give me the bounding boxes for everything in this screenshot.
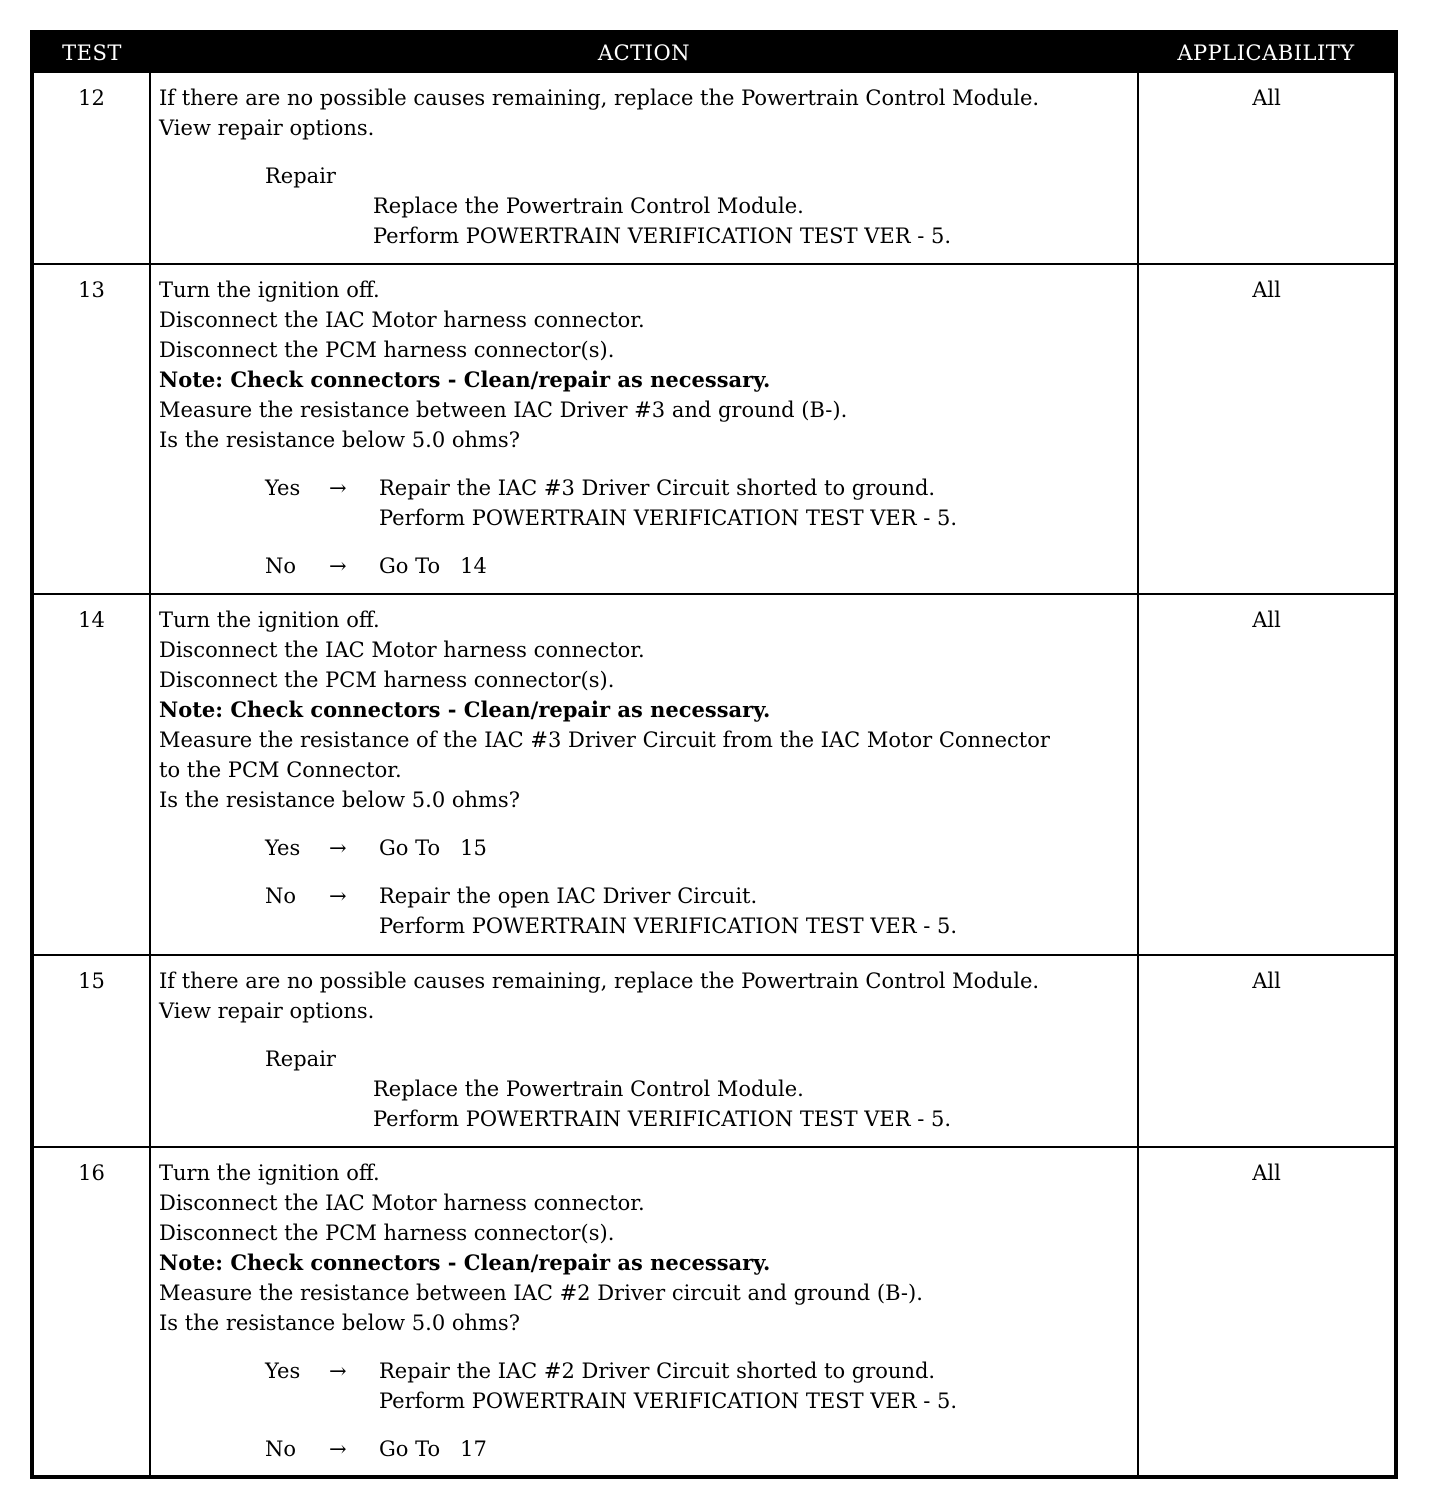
action-line: Turn the ignition off. (159, 278, 380, 302)
applicability-value: All (1138, 1147, 1396, 1477)
header-row (32, 32, 1396, 72)
action-line: to the PCM Connector. (159, 758, 402, 782)
table-row (32, 955, 1396, 1147)
action-line: Disconnect the PCM harness connector(s). (159, 338, 615, 362)
table-row (32, 264, 1396, 594)
note-text: Note: Check connectors - Clean/repair as necessary. (159, 367, 771, 392)
action-line: Is the resistance below 5.0 ohms? (159, 788, 520, 812)
goto-target: 14 (460, 554, 487, 578)
goto-target: 15 (460, 836, 487, 860)
yes-response (265, 1356, 1131, 1416)
no-response (265, 551, 1131, 581)
table-row (32, 594, 1396, 955)
diagnostic-test-table (30, 30, 1398, 1479)
arrow-icon: → (329, 836, 347, 860)
action-line: Disconnect the PCM harness connector(s). (159, 1221, 615, 1245)
test-number: 13 (32, 264, 150, 594)
repair-line: Perform POWERTRAIN VERIFICATION TEST VER - 5. (373, 1107, 952, 1131)
action-cell (150, 1147, 1138, 1477)
applicability-value: All (1138, 594, 1396, 955)
no-label: No (265, 1437, 297, 1461)
arrow-icon: → (329, 1437, 347, 1461)
action-line: Turn the ignition off. (159, 1161, 380, 1185)
goto-label: Go To (379, 554, 441, 578)
response-line: Repair the open IAC Driver Circuit. (379, 884, 758, 908)
no-label: No (265, 554, 297, 578)
action-line: Measure the resistance between IAC Driver #3 and ground (B-). (159, 398, 848, 422)
test-number: 14 (32, 594, 150, 955)
no-response (265, 1434, 1131, 1464)
test-number: 15 (32, 955, 150, 1147)
response-line: Perform POWERTRAIN VERIFICATION TEST VER - 5. (379, 506, 958, 530)
response-line: Repair the IAC #3 Driver Circuit shorted to ground. (379, 476, 936, 500)
action-line: Disconnect the PCM harness connector(s). (159, 668, 615, 692)
repair-line: Replace the Powertrain Control Module. (373, 194, 804, 218)
arrow-icon: → (329, 1359, 347, 1383)
action-line: Disconnect the IAC Motor harness connector. (159, 308, 645, 332)
action-line: If there are no possible causes remaining, replace the Powertrain Control Module. (159, 86, 1040, 110)
action-line: Is the resistance below 5.0 ohms? (159, 1311, 520, 1335)
repair-line: Perform POWERTRAIN VERIFICATION TEST VER - 5. (373, 224, 952, 248)
action-line: Turn the ignition off. (159, 608, 380, 632)
header-test: TEST (32, 32, 150, 72)
repair-label: Repair (265, 1047, 336, 1071)
yes-label: Yes (265, 476, 301, 500)
action-line: View repair options. (159, 116, 375, 140)
table-row (32, 72, 1396, 264)
table-row (32, 1147, 1396, 1477)
action-line: Measure the resistance between IAC #2 Driver circuit and ground (B-). (159, 1281, 923, 1305)
yes-response (265, 473, 1131, 533)
repair-line: Replace the Powertrain Control Module. (373, 1077, 804, 1101)
response-line: Perform POWERTRAIN VERIFICATION TEST VER - 5. (379, 1389, 958, 1413)
goto-label: Go To (379, 836, 441, 860)
goto-label: Go To (379, 1437, 441, 1461)
header-action: ACTION (150, 32, 1138, 72)
repair-label: Repair (265, 164, 336, 188)
header-applicability: APPLICABILITY (1138, 32, 1396, 72)
action-cell (150, 955, 1138, 1147)
note-text: Note: Check connectors - Clean/repair as necessary. (159, 1250, 771, 1275)
yes-label: Yes (265, 836, 301, 860)
action-cell (150, 264, 1138, 594)
arrow-icon: → (329, 884, 347, 908)
action-line: If there are no possible causes remaining, replace the Powertrain Control Module. (159, 969, 1040, 993)
arrow-icon: → (329, 476, 347, 500)
yes-response (265, 833, 1131, 863)
action-cell (150, 594, 1138, 955)
yes-label: Yes (265, 1359, 301, 1383)
response-line: Perform POWERTRAIN VERIFICATION TEST VER - 5. (379, 914, 958, 938)
action-line: Measure the resistance of the IAC #3 Driver Circuit from the IAC Motor Connector (159, 728, 1050, 752)
arrow-icon: → (329, 554, 347, 578)
note-text: Note: Check connectors - Clean/repair as necessary. (159, 697, 771, 722)
applicability-value: All (1138, 955, 1396, 1147)
goto-target: 17 (460, 1437, 487, 1461)
no-label: No (265, 884, 297, 908)
action-line: Disconnect the IAC Motor harness connector. (159, 638, 645, 662)
no-response (265, 881, 1131, 941)
response-line: Repair the IAC #2 Driver Circuit shorted to ground. (379, 1359, 936, 1383)
action-cell (150, 72, 1138, 264)
action-line: Is the resistance below 5.0 ohms? (159, 428, 520, 452)
action-line: View repair options. (159, 999, 375, 1023)
applicability-value: All (1138, 72, 1396, 264)
test-number: 16 (32, 1147, 150, 1477)
action-line: Disconnect the IAC Motor harness connector. (159, 1191, 645, 1215)
test-number: 12 (32, 72, 150, 264)
applicability-value: All (1138, 264, 1396, 594)
